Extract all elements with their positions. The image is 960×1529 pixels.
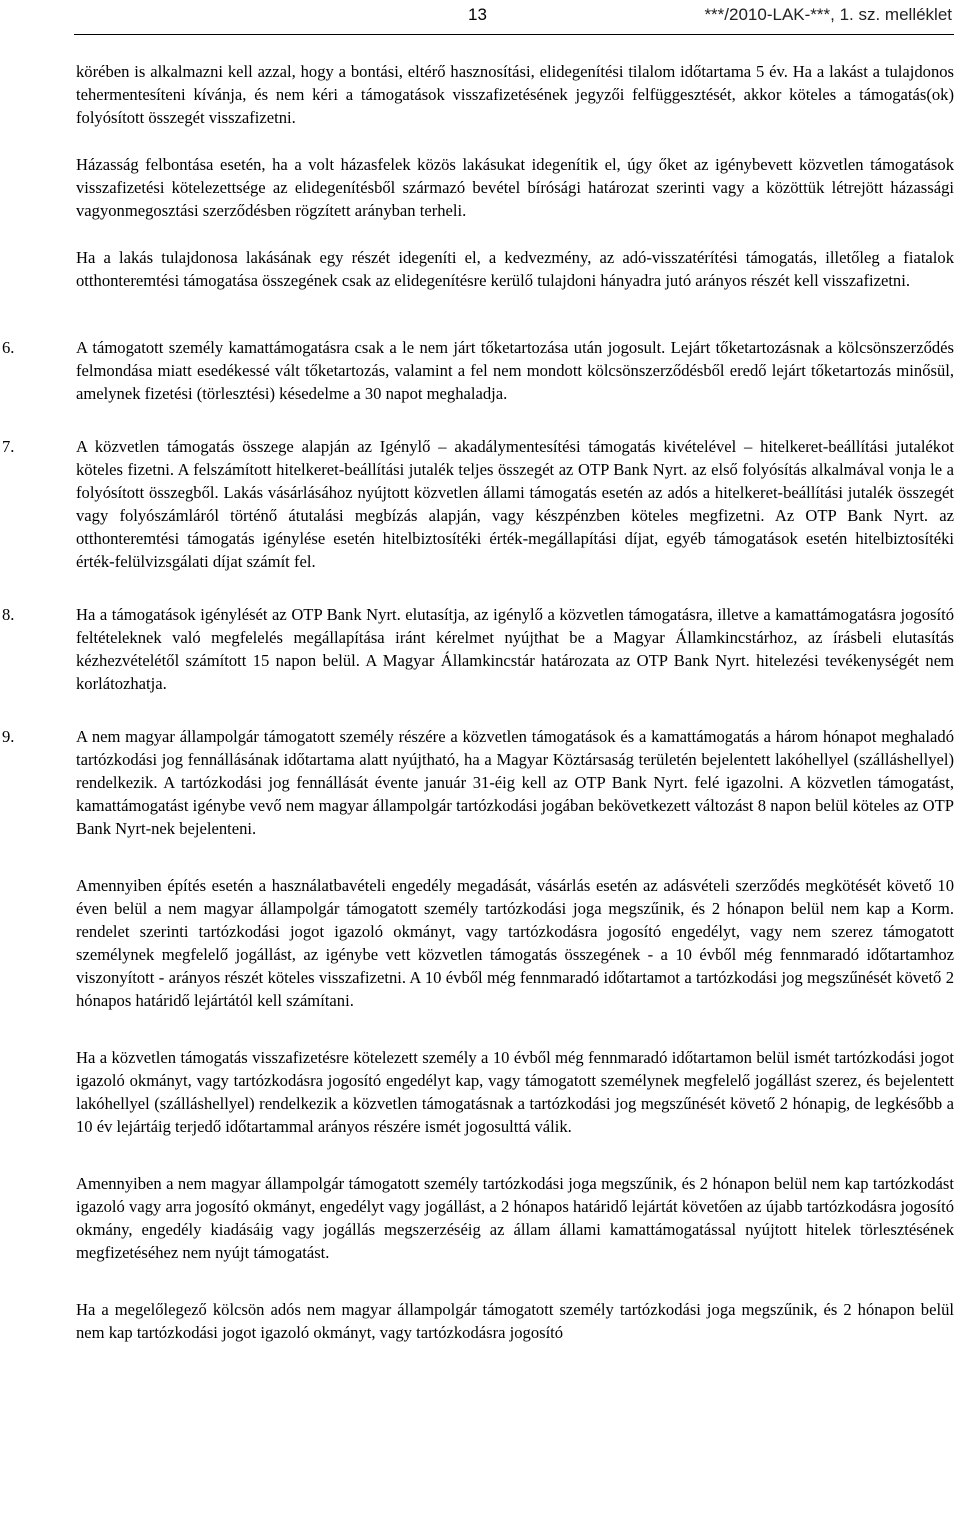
item-9-paragraph-3: Amennyiben a nem magyar állampolgár támogatott személy tartózkodási joga megszűnik, és 2 hónapon belül nem kap tartózkodást igazoló vagy arra jogosító okmányt, engedélyt vagy jogállást, a 2 hónapos határidő lejártát követően az újabb tartózkodásra jogosító okmány, engedély kiadásáig vagy jogállás megszerzéséig az állam állami kamattámogatással nyújtott hitelek törlesztésének megfizetéséhez nem nyújt támogatást. <box>76 1174 954 1262</box>
numbered-item-8 <box>2 603 954 695</box>
item-text: A közvetlen támogatás összege alapján az Igénylő – akadálymentesítési támogatás kivételével – hitelkeret-beállítási jutalékot köteles fizetni. A felszámított hitelkeret-beállítási jutalék teljes összegét az OTP Bank Nyrt. az első folyósítás alkalmával vonja le a folyósított összegből. Lakás vásárlásához nyújtott közvetlen állami támogatás esetén az adós a hitelkeret-beállítási jutalék összegét vagy folyószámláról történő átutalási megbízás alapján, vagy készpénzben köteles megfizetni. Az OTP Bank Nyrt. az otthonteremtési támogatás igénylése esetén hitelbiztosítéki érték-megállapítási díjat, egyéb támogatások esetén hitelbiztosítéki érték-felülvizsgálati díjat számít fel. <box>76 437 954 571</box>
paragraph-1: körében is alkalmazni kell azzal, hogy a bontási, eltérő hasznosítási, elidegenítési tilalom időtartama 5 év. Ha a lakást a tulajdonos tehermentesíteni kívánja, és nem kéri a támogatások visszafizetésének jegyzői felfüggesztését, akkor köteles a támogatás(ok) folyósított összegét visszafizetni. <box>76 62 954 127</box>
item-text: A támogatott személy kamattámogatásra csak a le nem járt tőketartozása után jogosult. Lejárt tőketartozásnak a kölcsönszerződés felmondása miatt esedékessé vált tőketartozás, valamint a fel nem mondott kölcsönszerződésből eredő lejárt tőketartozás minősül, amelynek fizetési (törlesztési) késedelme a 30 napot meghaladja. <box>76 338 954 403</box>
numbered-item-7 <box>2 435 954 573</box>
numbered-item-6 <box>2 336 954 405</box>
paragraph-3: Ha a lakás tulajdonosa lakásának egy részét idegeníti el, a kedvezmény, az adó-visszatérítési támogatás, illetőleg a fiatalok otthonteremtési támogatása összegének csak az elidegenítésre kerülő tulajdoni hányadra jutó arányos részét kell visszafizetni. <box>76 248 954 290</box>
page-header <box>0 0 960 40</box>
item-number: 6. <box>2 338 15 357</box>
item-text: A nem magyar állampolgár támogatott személy részére a közvetlen támogatások és a kamattámogatás a három hónapot meghaladó tartózkodási jog fennállásának időtartama alatt nyújtható, ha a Magyar Köztársaság területén bejelentett lakóhellyel (szálláshellyel) rendelkezik. A tartózkodási jog fennállását évente január 31-éig kell az OTP Bank Nyrt. felé igazolni. A közvetlen támogatást, kamattámogatást igénybe vevő nem magyar állampolgár tartózkodási jogában bekövetkezett változást 8 napon belül köteles az OTP Bank Nyrt-nek bejelenteni. <box>76 727 954 838</box>
document-body <box>2 60 954 1344</box>
numbered-item-9 <box>2 725 954 840</box>
item-9-paragraph-4: Ha a megelőlegező kölcsön adós nem magyar állampolgár támogatott személy tartózkodási joga megszűnik, és 2 hónapon belül nem kap tartózkodási jogot igazoló okmányt, vagy tartózkodásra jogosító <box>76 1300 954 1342</box>
page-number: 13 <box>468 5 487 24</box>
item-9-paragraph-1: Amennyiben építés esetén a használatbavételi engedély megadását, vásárlás esetén az adásvételi szerződés megkötését követő 10 éven belül a nem magyar állampolgár támogatott személy tartózkodási joga megszűnik, és 2 hónapon belül nem kap a Korm. rendelet szerinti tartózkodási jogot igazoló okmányt, vagy tartózkodásra jogosító engedélyt, vagy nem szerez támogatott személynek megfelelő jogállást, az igénybe vett közvetlen támogatás összegének - a 10 évből még fennmaradó időtartamhoz viszonyított - arányos részét köteles visszafizetni. A 10 évből még fennmaradó időtartamot a tartózkodási jog megszűnését követő 2 hónapos határidő lejártától kell számítani. <box>76 876 954 1010</box>
paragraph-2: Házasság felbontása esetén, ha a volt házasfelek közös lakásukat idegenítik el, úgy őket az igénybevett közvetlen támogatások visszafizetési kötelezettsége az elidegenítésből származó bevétel bírósági határozat szerinti vagy a közöttük létrejött házassági vagyonmegosztási szerződésben rögzített arányban terheli. <box>76 155 954 220</box>
item-text: Ha a támogatások igénylését az OTP Bank Nyrt. elutasítja, az igénylő a közvetlen támogatásra, illetve a kamattámogatásra jogosító feltételeknek való megfelelés megállapítása iránt kérelmet nyújthat be a Magyar Államkincstárhoz, az írásbeli elutasítás kézhezvételétől számított 15 napon belül. A Magyar Államkincstár határozata az OTP Bank Nyrt. hitelezési tevékenységét nem korlátozhatja. <box>76 605 954 693</box>
item-9-paragraph-2: Ha a közvetlen támogatás visszafizetésre kötelezett személy a 10 évből még fennmaradó időtartamon belül ismét tartózkodási jogot igazoló okmányt, vagy tartózkodásra jogosító engedélyt kap, vagy támogatott személynek megfelelő jogállást szerez, és bejelentett lakóhellyel (szálláshellyel) rendelkezik a közvetlen támogatásnak a tartózkodási jog megszűnését követő 2 hónapig, de legkésőbb a 10 év lejártáig terjedő időtartammal arányos részére ismét jogosulttá válik. <box>76 1048 954 1136</box>
annex-reference: ***/2010-LAK-***, 1. sz. melléklet <box>704 5 952 24</box>
item-number: 9. <box>2 727 15 746</box>
header-rule <box>74 34 954 35</box>
item-number: 7. <box>2 437 15 456</box>
item-number: 8. <box>2 605 15 624</box>
